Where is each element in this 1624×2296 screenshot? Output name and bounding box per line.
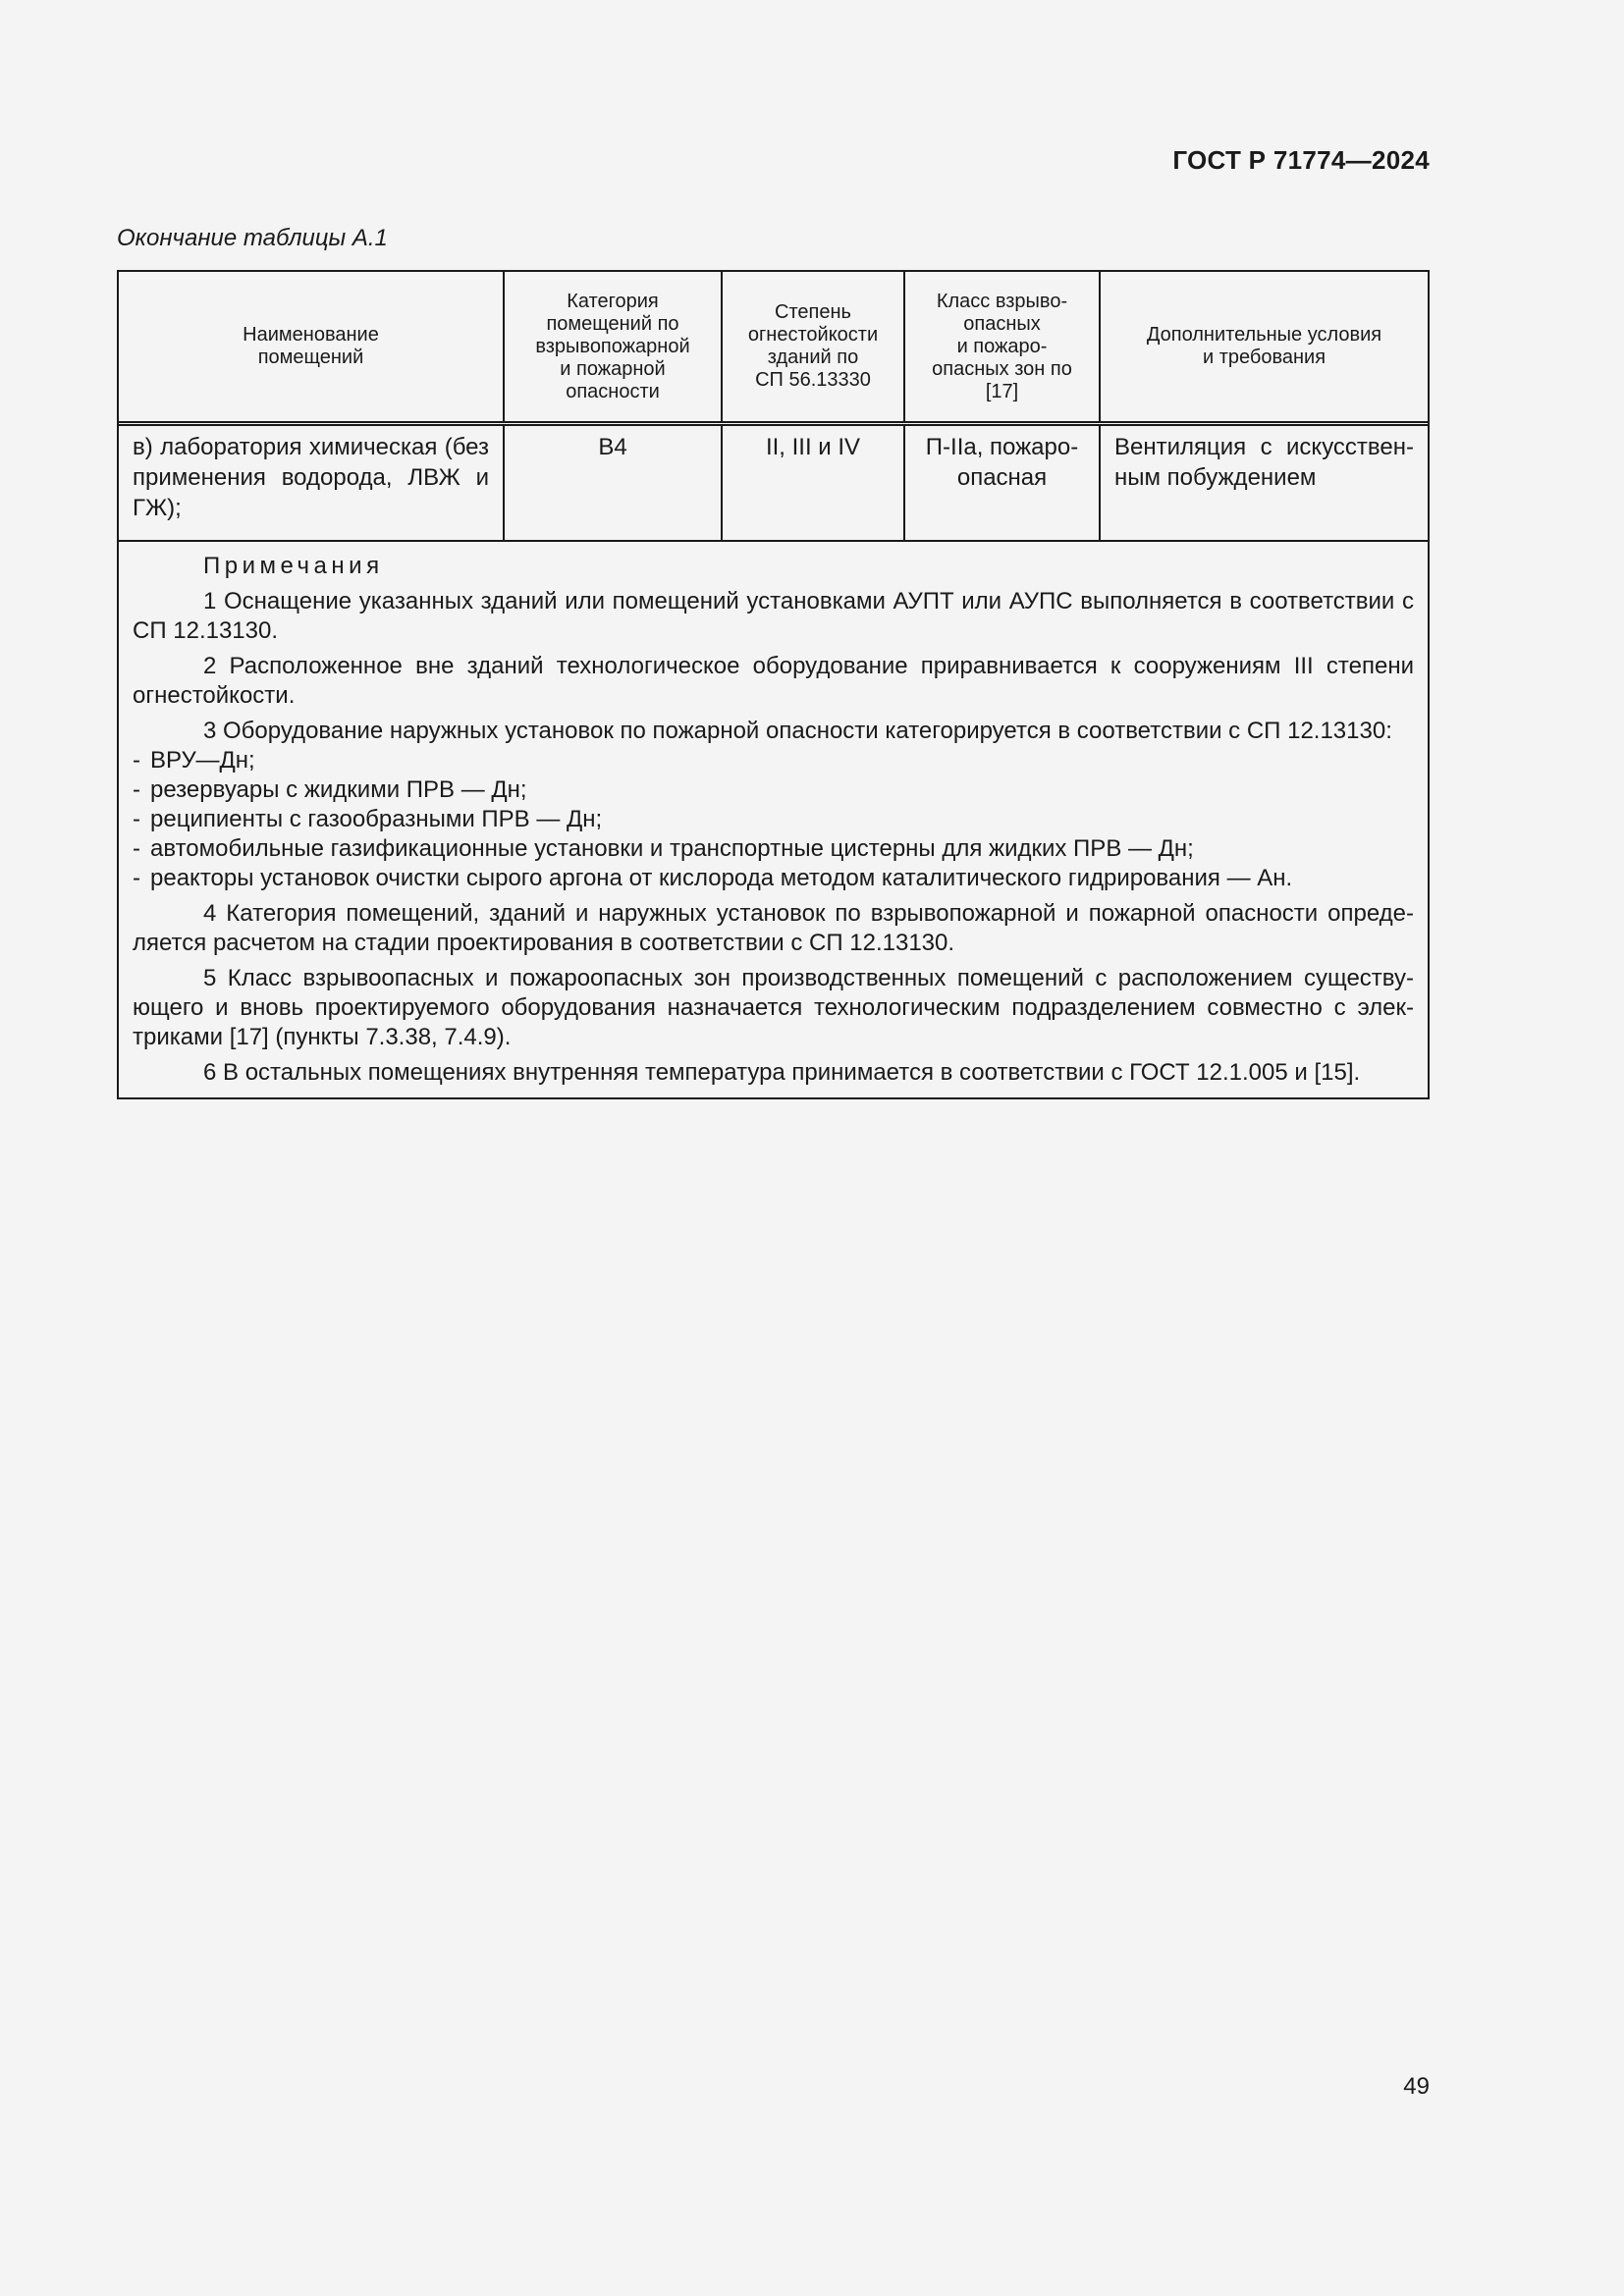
list-item-text: реакторы установок очистки сырого аргона от кислорода методом каталитического гидрирования — Ан.	[150, 865, 1293, 891]
note-item: 5 Класс взрывоопасных и пожароопасных зон производственных помещений с расположением существу-ющего и вновь проектируемого оборудования назначается технологическим подразделением совместно с элек-триками [17] (пункты 7.3.38, 7.4.9).	[133, 965, 1414, 1050]
column-header-category: Категория помещений по взрывопожарной и пожарной опасности	[504, 272, 722, 424]
list-item-text: автомобильные газификационные установки и транспортные цистерны для жидких ПРВ — Дн;	[150, 835, 1194, 862]
table-header-row	[119, 272, 1428, 424]
list-item-text: ВРУ—Дн;	[150, 747, 255, 774]
notes-section	[119, 542, 1428, 1097]
note-item: 6 В остальных помещениях внутренняя температура принимается в соответствии с ГОСТ 12.1.005 и [15].	[203, 1059, 1361, 1086]
column-header-conditions: Дополнительные условия и требования	[1100, 272, 1428, 424]
table-frame	[117, 270, 1430, 1099]
list-item: - ВРУ—Дн;	[133, 747, 255, 774]
note-item: 3 Оборудование наружных установок по пожарной опасности категорируется в соответствии с СП 12.13130:	[203, 718, 1392, 744]
column-header-room-name: Наименование помещений	[119, 272, 504, 424]
column-header-fire-resistance: Степень огнестойкости зданий по СП 56.13330	[722, 272, 904, 424]
cell-conditions: Вентиляция с искусствен-ным побуждением	[1100, 424, 1428, 542]
notes-title: Примечания	[203, 553, 384, 579]
room-requirements-table	[119, 272, 1428, 542]
note-item: 1 Оснащение указанных зданий или помещений установками АУПТ или АУПС выполняется в соответствии с СП 12.13130.	[133, 588, 1414, 644]
table-row	[119, 424, 1428, 542]
cell-fire-resistance: II, III и IV	[722, 424, 904, 542]
note-item: 4 Категория помещений, зданий и наружных установок по взрывопожарной и пожарной опасности опреде-ляется расчетом на стадии проектирования в соответствии с СП 12.13130.	[133, 900, 1414, 956]
document-code: ГОСТ Р 71774—2024	[1172, 145, 1430, 175]
column-header-zone-class: Класс взрыво- опасных и пожаро- опасных зон по [17]	[904, 272, 1100, 424]
list-item: - автомобильные газификационные установки и транспортные цистерны для жидких ПРВ — Дн;	[133, 835, 1194, 862]
note-item: 2 Расположенное вне зданий технологическое оборудование приравнивается к сооружениям III степени огнестойкости.	[133, 653, 1414, 709]
list-item-text: резервуары с жидкими ПРВ — Дн;	[150, 776, 527, 803]
equipment-category-list	[133, 746, 1414, 893]
cell-category: В4	[504, 424, 722, 542]
cell-zone-class: П-IIa, пожаро-опасная	[904, 424, 1100, 542]
list-item: - реакторы установок очистки сырого аргона от кислорода методом каталитического гидрирования — Ан.	[133, 865, 1293, 891]
list-item: - реципиенты с газообразными ПРВ — Дн;	[133, 806, 603, 832]
page-number: 49	[1403, 2073, 1430, 2100]
list-item-text: реципиенты с газообразными ПРВ — Дн;	[150, 806, 603, 832]
cell-room-name: в) лаборатория химическая (без применения водорода, ЛВЖ и ГЖ);	[119, 424, 504, 542]
table-caption: Окончание таблицы А.1	[117, 225, 388, 251]
list-item: - резервуары с жидкими ПРВ — Дн;	[133, 776, 527, 803]
